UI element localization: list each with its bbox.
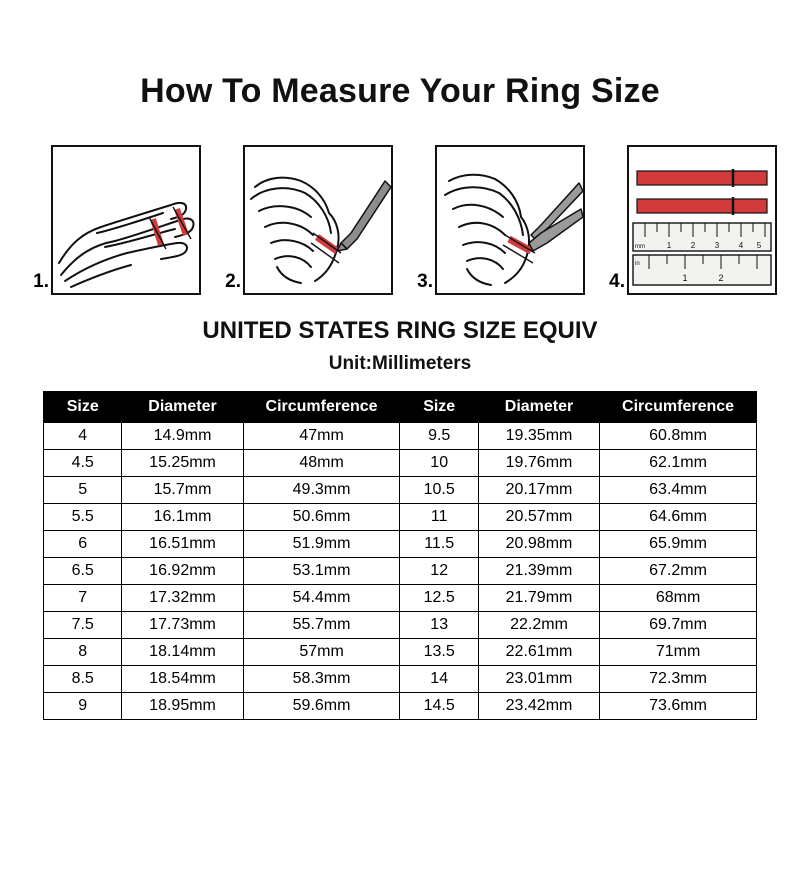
table-header-circumference-left: Circumference — [243, 392, 400, 423]
table-cell: 22.61mm — [478, 639, 599, 666]
table-header-diameter-right: Diameter — [478, 392, 599, 423]
table-cell: 11.5 — [400, 531, 478, 558]
table-cell: 47mm — [243, 423, 400, 450]
step-3-number: 3. — [417, 271, 433, 292]
ring-size-guide-page — [0, 72, 800, 872]
svg-text:5: 5 — [756, 241, 762, 250]
table-cell: 68mm — [600, 585, 757, 612]
table-cell: 20.98mm — [478, 531, 599, 558]
table-cell: 20.57mm — [478, 504, 599, 531]
table-cell: 7 — [44, 585, 122, 612]
step-4-illustration — [627, 145, 777, 295]
table-cell: 17.73mm — [122, 612, 243, 639]
table-cell: 17.32mm — [122, 585, 243, 612]
table-cell: 15.7mm — [122, 477, 243, 504]
table-cell: 11 — [400, 504, 478, 531]
table-cell: 5.5 — [44, 504, 122, 531]
svg-text:1: 1 — [682, 273, 688, 283]
table-header-size-right: Size — [400, 392, 478, 423]
table-cell: 54.4mm — [243, 585, 400, 612]
table-cell: 58.3mm — [243, 666, 400, 693]
table-cell: 12 — [400, 558, 478, 585]
table-row — [44, 612, 757, 639]
table-cell: 8.5 — [44, 666, 122, 693]
table-cell: 73.6mm — [600, 693, 757, 720]
table-row — [44, 423, 757, 450]
table-cell: 9.5 — [400, 423, 478, 450]
table-cell: 4 — [44, 423, 122, 450]
step-3 — [407, 145, 585, 295]
svg-text:2: 2 — [690, 241, 696, 250]
hand-marking-strip-with-pen-icon — [245, 147, 391, 293]
table-cell: 15.25mm — [122, 450, 243, 477]
table-cell: 12.5 — [400, 585, 478, 612]
table-cell: 7.5 — [44, 612, 122, 639]
table-row — [44, 477, 757, 504]
table-row — [44, 639, 757, 666]
table-cell: 14 — [400, 666, 478, 693]
step-1-illustration — [51, 145, 201, 295]
strip-measured-with-ruler-icon — [629, 147, 775, 293]
table-cell: 13.5 — [400, 639, 478, 666]
table-header-size-left: Size — [44, 392, 122, 423]
svg-text:in: in — [635, 261, 640, 267]
table-cell: 8 — [44, 639, 122, 666]
table-cell: 10.5 — [400, 477, 478, 504]
svg-text:mm: mm — [635, 244, 645, 250]
table-cell: 14.9mm — [122, 423, 243, 450]
table-cell: 72.3mm — [600, 666, 757, 693]
table-cell: 48mm — [243, 450, 400, 477]
table-cell: 16.1mm — [122, 504, 243, 531]
table-cell: 16.51mm — [122, 531, 243, 558]
table-row — [44, 693, 757, 720]
hand-cutting-strip-with-scissors-icon — [437, 147, 583, 293]
table-cell: 6 — [44, 531, 122, 558]
table-cell: 59.6mm — [243, 693, 400, 720]
table-cell: 53.1mm — [243, 558, 400, 585]
table-cell: 64.6mm — [600, 504, 757, 531]
table-cell: 10 — [400, 450, 478, 477]
table-cell: 71mm — [600, 639, 757, 666]
table-row — [44, 558, 757, 585]
table-cell: 21.79mm — [478, 585, 599, 612]
step-4-number: 4. — [609, 271, 625, 292]
step-2 — [215, 145, 393, 295]
table-cell: 21.39mm — [478, 558, 599, 585]
table-header-diameter-left: Diameter — [122, 392, 243, 423]
table-cell: 5 — [44, 477, 122, 504]
unit-label: Unit:Millimeters — [328, 353, 472, 374]
svg-text:2: 2 — [718, 273, 724, 283]
table-row — [44, 504, 757, 531]
table-cell: 16.92mm — [122, 558, 243, 585]
table-cell: 13 — [400, 612, 478, 639]
table-row — [44, 531, 757, 558]
table-cell: 18.54mm — [122, 666, 243, 693]
table-cell: 9 — [44, 693, 122, 720]
table-cell: 67.2mm — [600, 558, 757, 585]
table-cell: 6.5 — [44, 558, 122, 585]
table-cell: 23.01mm — [478, 666, 599, 693]
table-cell: 49.3mm — [243, 477, 400, 504]
svg-text:4: 4 — [738, 241, 744, 250]
table-row — [44, 450, 757, 477]
table-row — [44, 666, 757, 693]
table-cell: 55.7mm — [243, 612, 400, 639]
table-cell: 65.9mm — [600, 531, 757, 558]
table-cell: 63.4mm — [600, 477, 757, 504]
table-cell: 18.95mm — [122, 693, 243, 720]
table-cell: 14.5 — [400, 693, 478, 720]
table-header-row — [44, 392, 757, 423]
table-cell: 69.7mm — [600, 612, 757, 639]
table-cell: 50.6mm — [243, 504, 400, 531]
table-cell: 19.35mm — [478, 423, 599, 450]
step-2-illustration — [243, 145, 393, 295]
svg-text:1: 1 — [666, 241, 672, 250]
table-cell: 18.14mm — [122, 639, 243, 666]
table-cell: 60.8mm — [600, 423, 757, 450]
step-3-illustration — [435, 145, 585, 295]
step-1-number: 1. — [33, 271, 49, 292]
hand-with-paper-strip-icon — [53, 147, 199, 293]
table-cell: 4.5 — [44, 450, 122, 477]
table-cell: 23.42mm — [478, 693, 599, 720]
step-2-number: 2. — [225, 271, 241, 292]
table-cell: 57mm — [243, 639, 400, 666]
step-1 — [23, 145, 201, 295]
ring-size-table — [43, 391, 757, 720]
page-title: How To Measure Your Ring Size — [140, 72, 660, 110]
table-cell: 20.17mm — [478, 477, 599, 504]
table-cell: 51.9mm — [243, 531, 400, 558]
steps-row — [0, 145, 800, 295]
table-header-circumference-right: Circumference — [600, 392, 757, 423]
svg-text:3: 3 — [714, 241, 720, 250]
table-cell: 22.2mm — [478, 612, 599, 639]
table-heading: UNITED STATES RING SIZE EQUIV — [202, 317, 598, 344]
table-cell: 62.1mm — [600, 450, 757, 477]
table-row — [44, 585, 757, 612]
table-body — [44, 423, 757, 720]
step-4 — [599, 145, 777, 295]
table-cell: 19.76mm — [478, 450, 599, 477]
